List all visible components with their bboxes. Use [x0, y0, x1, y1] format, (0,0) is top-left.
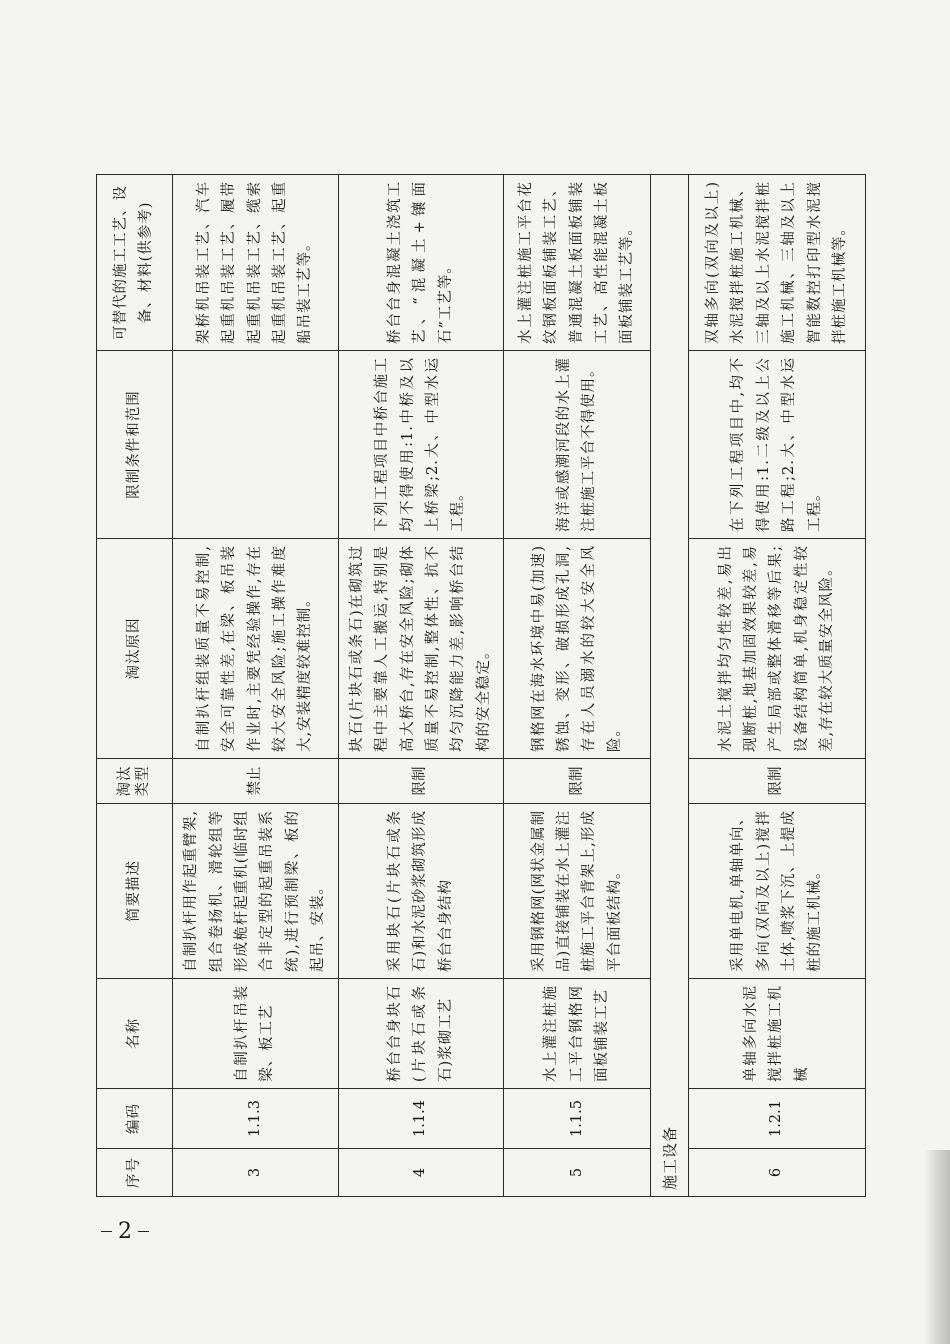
- section-label: 施工设备: [651, 175, 689, 1197]
- row-desc: 自制扒杆用作起重臂架,组合卷扬机、滑轮组等形成桅杆起重机(临时组合非定型的起重吊装系统),进行预制梁、板的起吊、安装。: [172, 804, 338, 979]
- row-name: 水上灌注桩施工平台钢格网面板铺装工艺: [504, 979, 651, 1089]
- row-reason: 水泥土搅拌均匀性较差,易出现断桩,地基加固效果较差,易产生局部或整体滑移等后果;设备结构简单,机身稳定性较差,存在较大质量安全风险。: [689, 539, 866, 759]
- row-limit: [172, 351, 338, 539]
- row-name: 单轴多向水泥搅拌桩施工机械: [689, 979, 866, 1089]
- row-type: 禁止: [172, 759, 338, 804]
- row-seq: 5: [504, 1149, 651, 1197]
- table-row: [172, 175, 338, 1197]
- row-seq: 3: [172, 1149, 338, 1197]
- row-reason: 自制扒杆组装质量不易控制,安全可靠性差,在梁、板吊装作业时,主要凭经验操作,存在较大安全风险;施工操作难度大,安装精度较难控制。: [172, 539, 338, 759]
- table-row: [689, 175, 866, 1197]
- header-type: 淘汰 类型: [97, 759, 173, 804]
- row-type: 限制: [504, 759, 651, 804]
- section-row: [651, 175, 689, 1197]
- header-desc: 简要描述: [97, 804, 173, 979]
- table-row: [338, 175, 503, 1197]
- row-desc: 采用单电机,单轴单向、多向(双向及以上)搅拌土体,喷浆下沉、上提成桩的施工机械。: [689, 804, 866, 979]
- row-limit: 下列工程项目中桥台施工均不得使用:1.中桥及以上桥梁;2.大、中型水运工程。: [338, 351, 503, 539]
- page-number-value: 2: [118, 1218, 132, 1244]
- scan-shadow: [924, 1150, 950, 1344]
- row-type: 限制: [689, 759, 866, 804]
- row-name: 自制扒杆吊装梁、板工艺: [172, 979, 338, 1089]
- page-number-dash-left: [101, 1231, 112, 1232]
- row-limit: 海洋或感潮河段的水上灌注桩施工平台不得使用。: [504, 351, 651, 539]
- row-name: 桥台台身块石(片块石或条石)浆砌工艺: [338, 979, 503, 1089]
- row-alt: 桥台台身混凝土浇筑工艺、“混凝土+镶面石”工艺等。: [338, 175, 503, 351]
- row-seq: 4: [338, 1149, 503, 1197]
- row-type: 限制: [338, 759, 503, 804]
- row-reason: 块石(片块石或条石)在砌筑过程中主要靠人工搬运,特别是高大桥台,存在安全风险;砌体质量不易控制,整体性、抗不均匀沉降能力差,影响桥台结构的安全稳定。: [338, 539, 503, 759]
- header-code: 编码: [97, 1089, 173, 1149]
- page-number-dash-right: [138, 1231, 149, 1232]
- row-alt: 水上灌注桩施工平台花纹钢板面板铺装工艺、普通混凝土板面板铺装工艺、高性能混凝土板面板铺装工艺等。: [504, 175, 651, 351]
- header-seq: 序号: [97, 1149, 173, 1197]
- row-code: 1.1.4: [338, 1089, 503, 1149]
- row-alt: 架桥机吊装工艺、汽车起重机吊装工艺、履带起重机吊装工艺、缆索起重机吊装工艺、起重船吊装工艺等。: [172, 175, 338, 351]
- row-reason: 钢格网在海水环境中易(加速)锈蚀、变形、破损形成孔洞,存在人员溺水的较大安全风险。: [504, 539, 651, 759]
- header-limit: 限制条件和范围: [97, 351, 173, 539]
- row-code: 1.1.3: [172, 1089, 338, 1149]
- elimination-table: [96, 174, 866, 1197]
- row-limit: 在下列工程项目中,均不得使用:1.二级及以上公路工程;2.大、中型水运工程。: [689, 351, 866, 539]
- page-number: [95, 1213, 155, 1249]
- row-code: 1.1.5: [504, 1089, 651, 1149]
- row-desc: 采用块石(片块石或条石)和水泥砂浆砌筑形成桥台台身结构: [338, 804, 503, 979]
- header-name: 名称: [97, 979, 173, 1089]
- row-alt: 双轴多向(双向及以上)水泥搅拌桩施工机械、三轴及以上水泥搅拌桩施工机械、三轴及以上智能数控打印型水泥搅拌桩施工机械等。: [689, 175, 866, 351]
- table-row: [504, 175, 651, 1197]
- header-alt: 可替代的施工工艺、设备、材料(供参考): [97, 175, 173, 351]
- header-reason: 淘汰原因: [97, 539, 173, 759]
- row-desc: 采用钢格网(网状金属制品)直接铺装在水上灌注桩施工平台背架上,形成平台面板结构。: [504, 804, 651, 979]
- row-code: 1.2.1: [689, 1089, 866, 1149]
- row-seq: 6: [689, 1149, 866, 1197]
- header-row: [97, 175, 173, 1197]
- rotated-table-frame: [96, 175, 866, 1197]
